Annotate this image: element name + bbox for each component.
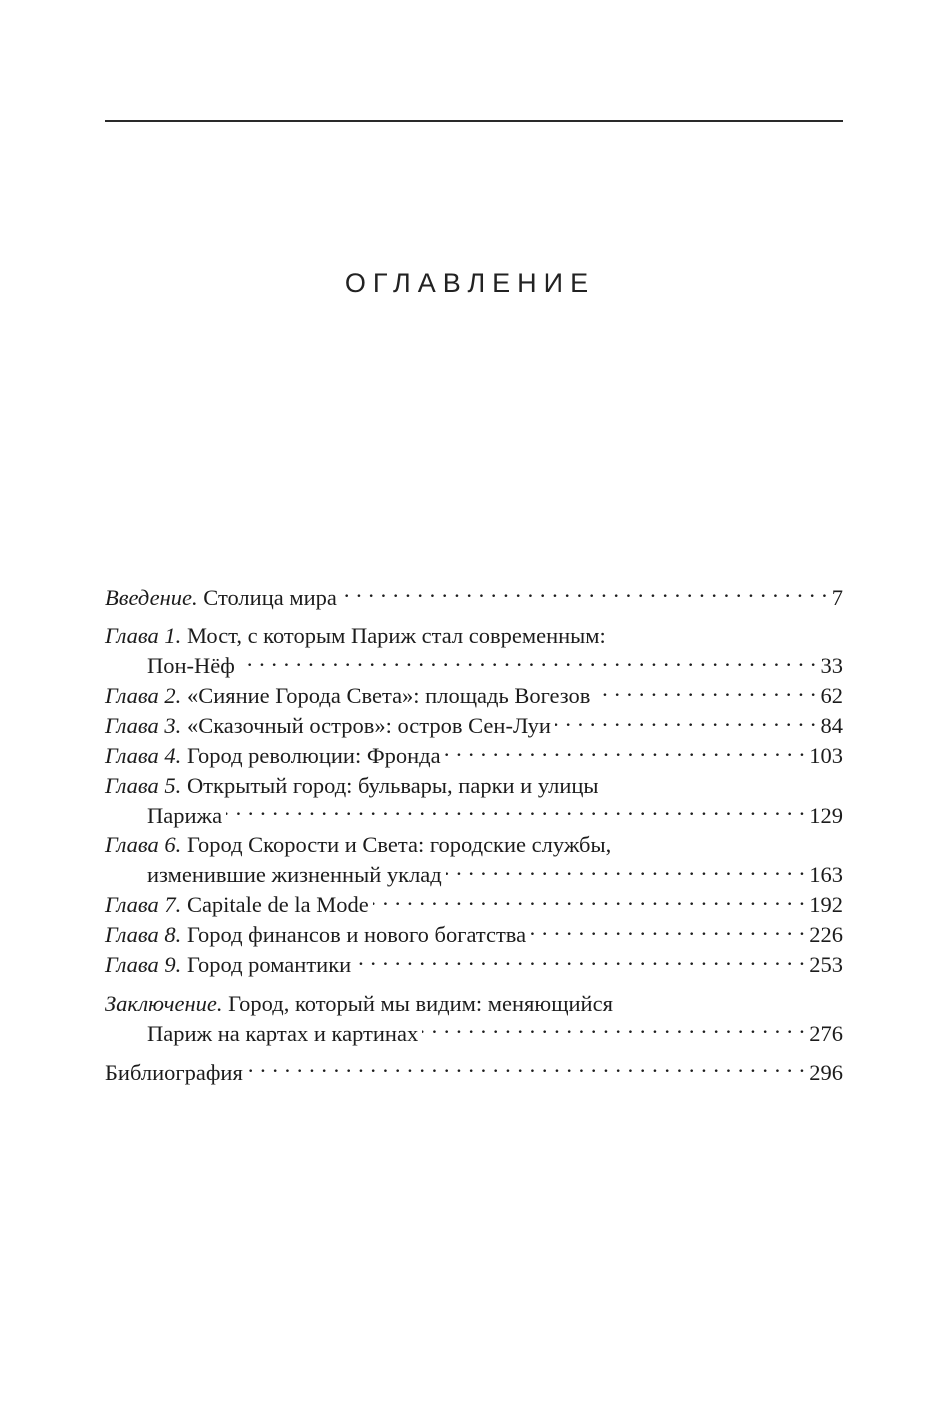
toc-entry-title: «Сияние Города Света»: площадь Вогезов bbox=[186, 683, 591, 708]
toc-entry-title: Открытый город: бульвары, парки и улицы bbox=[186, 772, 599, 798]
toc-entry-line bbox=[105, 989, 843, 1019]
toc-entry-line bbox=[105, 681, 843, 711]
toc-entry-title: Париж на картах и картинах bbox=[147, 1020, 419, 1046]
toc-page-number: 33 bbox=[820, 653, 843, 678]
toc-entry-title: Пон-Нёф bbox=[147, 653, 235, 678]
toc-entry bbox=[105, 1057, 843, 1087]
toc-entry bbox=[105, 621, 843, 681]
toc-entry bbox=[105, 741, 843, 771]
toc-page-number: 192 bbox=[809, 892, 843, 917]
dot-leader bbox=[445, 741, 806, 764]
toc-entry-title: Город Скорости и Света: городские службы, bbox=[186, 832, 612, 857]
toc-entry bbox=[105, 830, 843, 890]
toc-entry-title: Город романтики bbox=[186, 952, 352, 977]
toc-page-number: 253 bbox=[809, 952, 843, 977]
toc-entry-line bbox=[105, 830, 843, 860]
toc-entry-line bbox=[105, 860, 843, 890]
dot-leader bbox=[446, 860, 806, 883]
toc-entry bbox=[105, 989, 843, 1049]
toc-entry-line bbox=[105, 890, 843, 920]
toc-entry-label: Глава 8. bbox=[105, 922, 182, 947]
dot-leader bbox=[530, 920, 805, 943]
toc-entry bbox=[105, 711, 843, 741]
page-title: ОГЛАВЛЕНИЕ bbox=[344, 268, 596, 298]
toc-entry-label: Глава 4. bbox=[105, 743, 182, 768]
toc-entry-line bbox=[105, 582, 843, 612]
dot-leader bbox=[226, 800, 805, 823]
toc-page-number: 129 bbox=[809, 802, 843, 828]
toc-entry-title: Capitale de la Mode bbox=[186, 892, 369, 917]
toc-entry bbox=[105, 890, 843, 920]
toc-entry-label: Глава 6. bbox=[105, 832, 182, 857]
toc-entry-title: Город революции: Фронда bbox=[186, 743, 441, 768]
toc-entry-title: изменившие жизненный уклад bbox=[147, 862, 442, 887]
toc-page-number: 163 bbox=[809, 862, 843, 887]
toc-entry-line bbox=[105, 1057, 843, 1087]
toc-entry-line bbox=[105, 920, 843, 950]
toc-entry-label: Глава 7. bbox=[105, 892, 182, 917]
toc-entry-title: Парижа bbox=[147, 802, 223, 828]
toc-page-number: 276 bbox=[809, 1020, 843, 1046]
toc-entry-line bbox=[105, 1018, 843, 1048]
toc-entry-line bbox=[105, 950, 843, 980]
toc-entry-title: Мост, с которым Париж стал современным: bbox=[186, 623, 606, 648]
toc-entry-title: Город финансов и нового богатства bbox=[186, 922, 527, 947]
toc-entry-label: Глава 2. bbox=[105, 683, 182, 708]
dot-leader bbox=[247, 1057, 805, 1080]
toc-entry-label: Заключение. bbox=[105, 990, 223, 1016]
toc-entry-title: Библиография bbox=[105, 1059, 243, 1085]
toc-entry bbox=[105, 950, 843, 980]
toc-page-number: 7 bbox=[831, 584, 843, 610]
toc-entry-title: Столица мира bbox=[203, 584, 337, 610]
dot-leader bbox=[422, 1018, 805, 1041]
toc-page-number: 84 bbox=[820, 713, 843, 738]
toc-page-number: 296 bbox=[809, 1059, 843, 1085]
toc-entry bbox=[105, 771, 843, 831]
toc-entry bbox=[105, 582, 843, 612]
dot-leader bbox=[373, 890, 805, 913]
toc-entry bbox=[105, 681, 843, 711]
toc-page-number: 103 bbox=[809, 743, 843, 768]
toc-entry-line bbox=[105, 651, 843, 681]
toc-entry-line bbox=[105, 771, 843, 801]
toc-entry-label: Глава 9. bbox=[105, 952, 182, 977]
dot-leader bbox=[555, 711, 817, 734]
toc-entry-line bbox=[105, 711, 843, 741]
toc-entry-title: Город, который мы видим: меняющийся bbox=[228, 990, 613, 1016]
toc-entry-label: Глава 3. bbox=[105, 713, 182, 738]
dot-leader bbox=[239, 651, 817, 674]
toc-entry bbox=[105, 920, 843, 950]
toc-page-number: 62 bbox=[820, 683, 843, 708]
toc-page-number: 226 bbox=[809, 922, 843, 947]
toc-entry-line bbox=[105, 800, 843, 830]
toc-entry-label: Глава 1. bbox=[105, 623, 182, 648]
dot-leader bbox=[341, 582, 828, 605]
table-of-contents bbox=[105, 582, 843, 1087]
toc-entry-line bbox=[105, 621, 843, 651]
dot-leader bbox=[355, 950, 805, 973]
toc-entry-line bbox=[105, 741, 843, 771]
toc-entry-title: «Сказочный остров»: остров Сен-Луи bbox=[186, 713, 551, 738]
dot-leader bbox=[594, 681, 816, 704]
top-rule bbox=[105, 120, 843, 122]
toc-entry-label: Введение. bbox=[105, 584, 198, 610]
toc-entry-label: Глава 5. bbox=[105, 772, 182, 798]
